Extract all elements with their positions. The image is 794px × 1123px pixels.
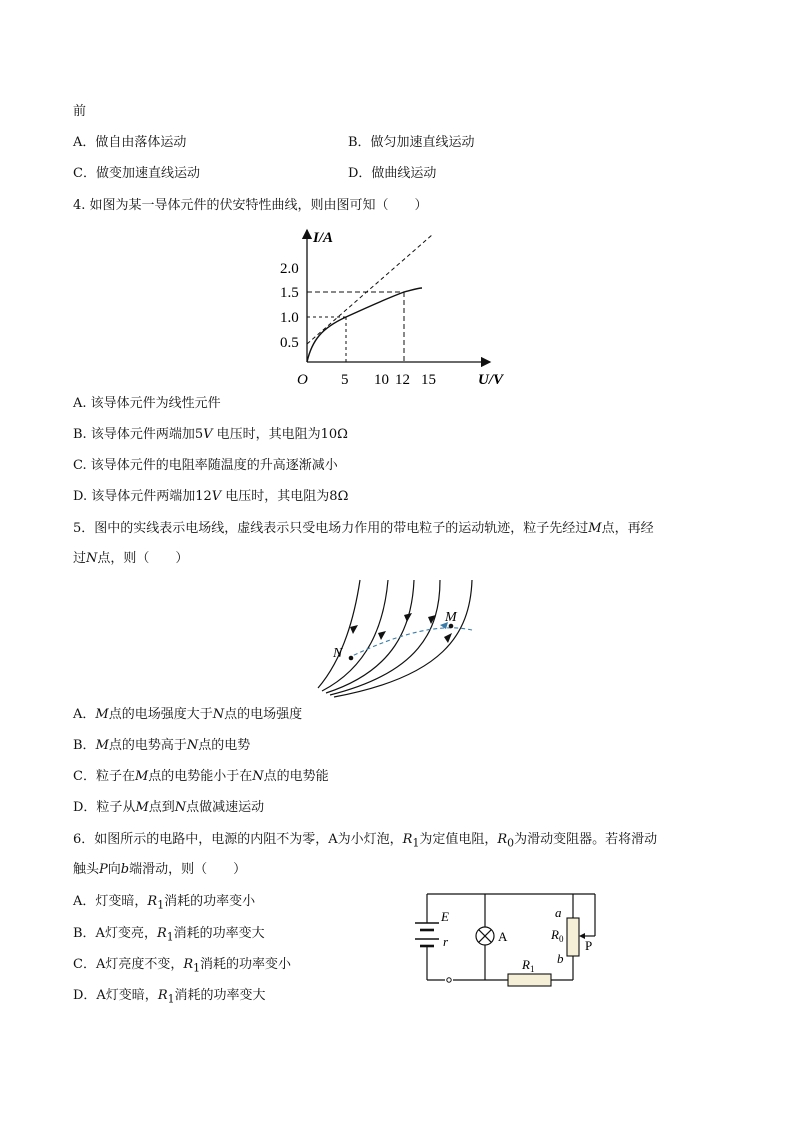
q5-option-c: C．粒子在M点的电势能小于在N点的电势能 [73,769,329,784]
q4-option-d: D. 该导体元件两端加12V 电压时，其电阻为8Ω [73,489,349,504]
q3-continuation: 前 [73,104,87,119]
origin-label: O [297,372,308,388]
switch-contact [447,978,451,982]
field-arrow-4 [428,615,436,624]
q4-option-a: A. 该导体元件为线性元件 [73,396,221,411]
q3-option-c: C．做变加速直线运动 [73,166,200,181]
x-axis-label: U/V [478,372,504,388]
label-lamp-a: A [498,929,508,944]
label-b-terminal: b [557,951,564,966]
point-n [349,656,354,661]
label-m: M [445,610,457,625]
q6-option-d: D．A灯变暗，$R_1$消耗的功率变大 [73,988,266,1006]
label-n: N [333,646,343,661]
label-r: r [443,934,449,949]
iv-curve [307,288,422,362]
x-tick-10: 10 [374,372,389,388]
label-r0: $R_0$ [551,927,564,944]
field-arrow-3 [404,613,412,622]
y-tick-1-0: 1.0 [280,310,299,326]
q6-stem-line1: 6．如图所示的电路中，电源的内阻不为零，A为小灯泡，$R_1$为定值电阻，$R_0$为滑动变阻器。若将滑动 [73,832,658,850]
y-axis-label: I/A [313,230,334,246]
q5-option-a: A．M点的电场强度大于N点的电场强度 [73,707,303,722]
rheostat-r0 [567,918,579,956]
label-r1: $R_1$ [522,957,535,974]
y-tick-2-0: 2.0 [280,261,299,277]
field-arrow-5 [444,633,452,643]
q4-option-c: C. 该导体元件的电阻率随温度的升高逐渐减小 [73,458,338,473]
x-tick-15: 15 [421,372,436,388]
q3-option-b: B．做匀加速直线运动 [348,135,475,150]
field-arrow-2 [378,631,386,640]
label-e: E [441,909,449,924]
x-tick-5: 5 [341,372,349,388]
y-tick-0-5: 0.5 [280,335,299,351]
q6-option-c: C．A灯亮度不变，$R_1$消耗的功率变小 [73,957,292,975]
y-tick-1-5: 1.5 [280,285,299,301]
q4-stem: 4. 如图为某一导体元件的伏安特性曲线，则由图可知（ ） [73,198,428,213]
q6-stem-line2: 触头P向b端滑动，则（ ） [73,862,247,877]
particle-trajectory [350,628,472,657]
field-line-2 [322,580,388,691]
q5-option-d: D．粒子从M点到N点做减速运动 [73,800,265,815]
resistor-r1 [508,974,551,986]
iv-characteristic-graph [270,222,530,392]
circuit-diagram [405,888,615,993]
field-line-5 [334,580,472,697]
q5-stem-line2: 过N点，则（ ） [73,551,189,566]
label-a-terminal: a [555,905,562,920]
q3-option-d: D．做曲线运动 [348,166,437,181]
electric-field-figure [300,575,490,700]
q3-option-a: A．做自由落体运动 [73,135,187,150]
q4-option-b: B. 该导体元件两端加5V 电压时，其电阻为10Ω [73,427,348,442]
label-p: P [585,938,593,953]
field-line-1 [318,580,360,688]
q6-option-b: B．A灯变亮，$R_1$消耗的功率变大 [73,926,265,944]
q5-stem-line1: 5．图中的实线表示电场线，虚线表示只受电场力作用的带电粒子的运动轨迹，粒子先经过M点，再经 [73,521,654,536]
x-tick-12: 12 [395,372,410,388]
field-arrow-1 [350,625,358,634]
q6-option-a: A．灯变暗，$R_1$消耗的功率变小 [73,894,256,912]
q5-option-b: B．M点的电势高于N点的电势 [73,738,251,753]
